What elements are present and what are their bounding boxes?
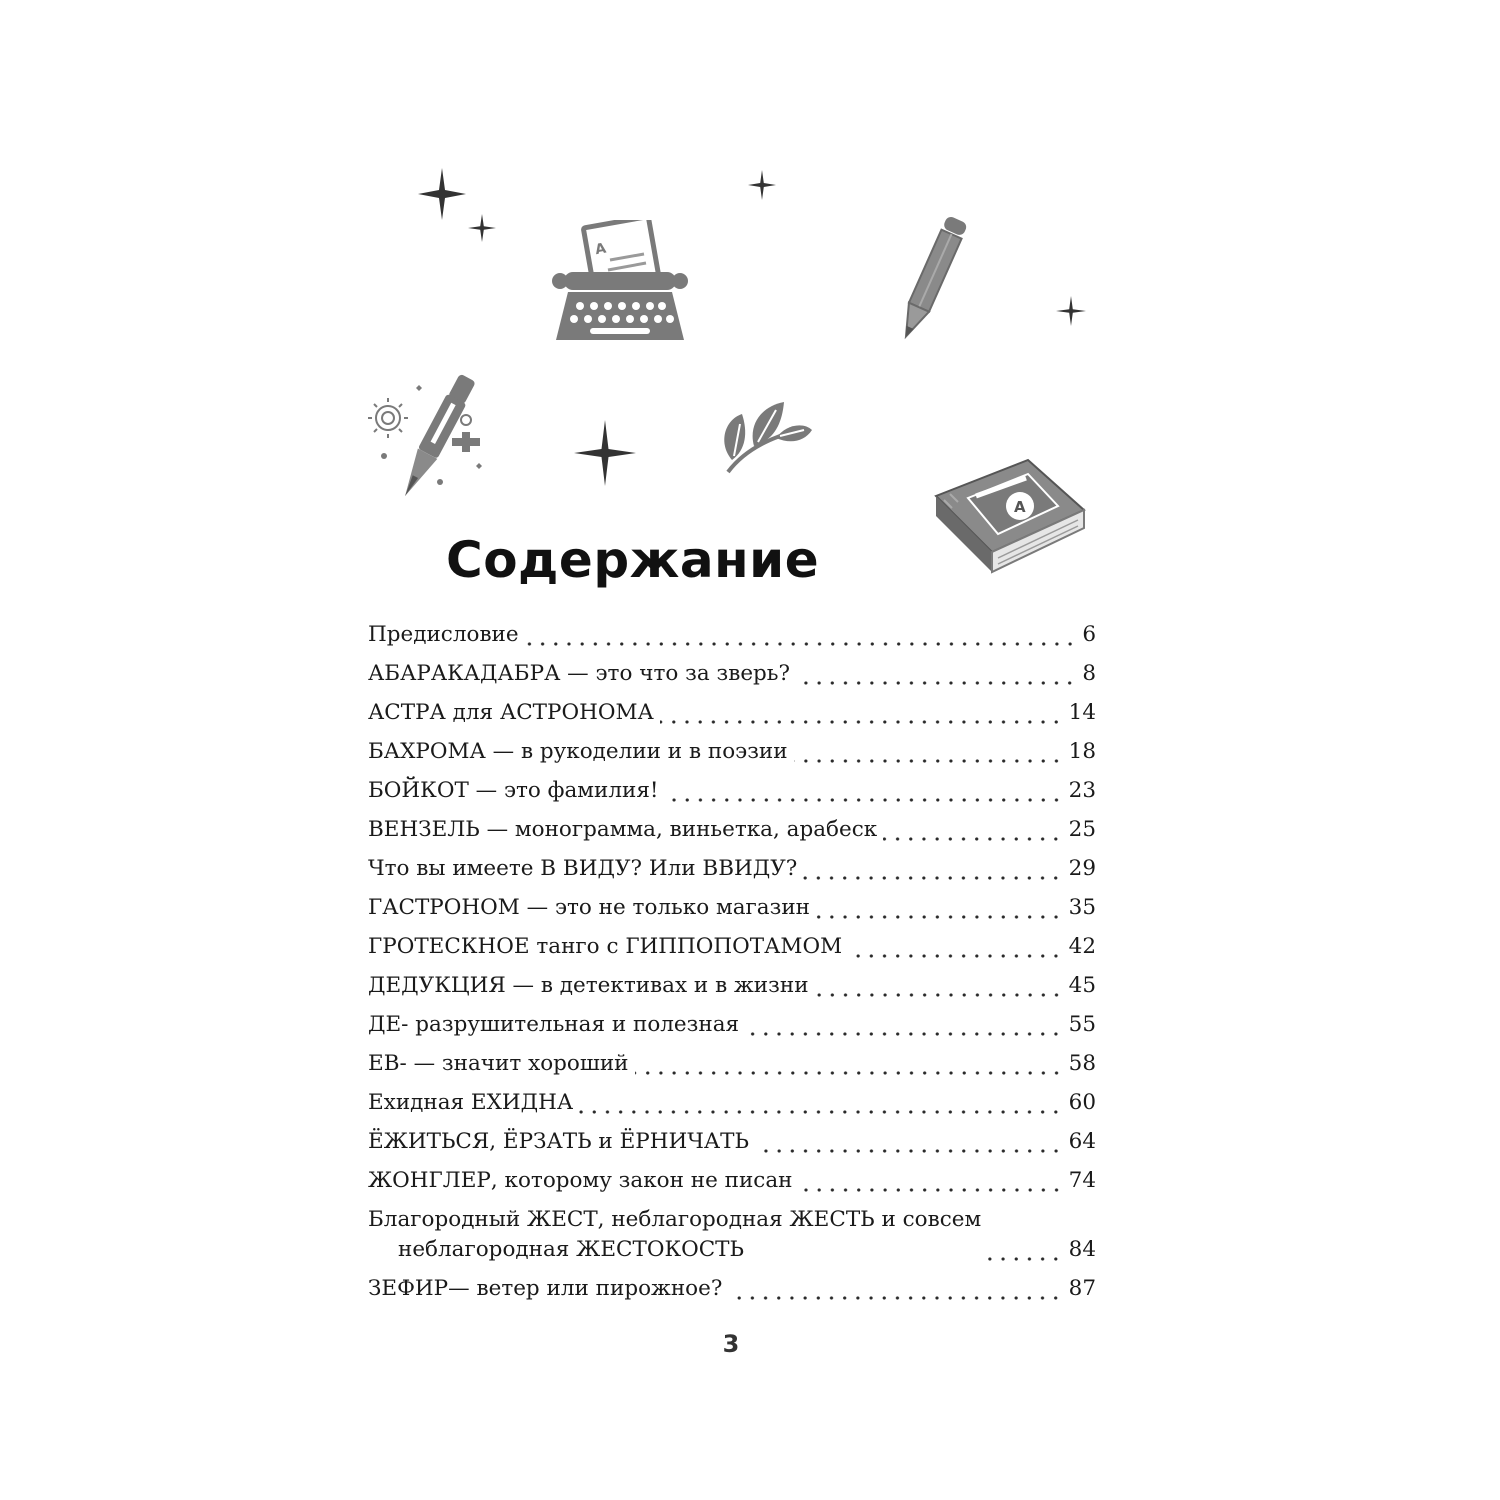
toc-entry-title: [368, 1010, 739, 1040]
toc-entry: [368, 620, 1096, 650]
sparkle-icon: [418, 168, 466, 220]
toc-entry-title-line: ЖОНГЛЕР, которому закон не писан: [368, 1168, 793, 1193]
toc-entry: [368, 1127, 1096, 1157]
toc-dot-leader: [755, 1127, 1063, 1157]
toc-dot-leader: [799, 1166, 1063, 1196]
toc-entry-title: [368, 893, 810, 923]
toc-entry: [368, 776, 1096, 806]
toc-entry-title: [368, 854, 797, 884]
toc-entry-page: 87: [1068, 1276, 1096, 1301]
toc-entry: [368, 854, 1096, 884]
sparkle-icon: [574, 420, 636, 486]
svg-text:A: A: [593, 240, 608, 259]
toc-entry-page: 18: [1068, 739, 1096, 764]
table-of-contents: [368, 620, 1096, 1313]
toc-entry-title-line: Ехидная ЕХИДНА: [368, 1090, 574, 1115]
toc-dot-leader: [803, 854, 1062, 884]
toc-entry: [368, 659, 1096, 689]
toc-entry-title-line: ГАСТРОНОМ — это не только магазин: [368, 895, 810, 920]
toc-entry-title-line: Благородный ЖЕСТ, неблагородная ЖЕСТЬ и совсем: [368, 1207, 982, 1232]
toc-entry-title-line: ВЕНЗЕЛЬ — монограмма, виньетка, арабеск: [368, 817, 878, 842]
toc-entry-title: [368, 971, 809, 1001]
toc-dot-leader: [987, 1235, 1062, 1265]
toc-entry-title: [368, 698, 654, 728]
toc-entry: [368, 737, 1096, 767]
toc-dot-leader: [665, 776, 1063, 806]
toc-entry: [368, 1274, 1096, 1304]
toc-entry: [368, 1088, 1096, 1118]
toc-dot-leader: [635, 1049, 1063, 1079]
toc-entry-title-line: ДЕДУКЦИЯ — в детективах и в жизни: [368, 973, 809, 998]
page-number: 3: [722, 1330, 740, 1358]
toc-entry-title: [368, 932, 842, 962]
toc-entry-page: 84: [1068, 1237, 1096, 1262]
toc-entry-title: [368, 737, 788, 767]
sparkle-icon: [748, 170, 776, 200]
toc-entry-title: [368, 776, 659, 806]
typewriter-icon: [550, 220, 690, 350]
toc-entry-title-line: ЕВ- — значит хороший: [368, 1051, 629, 1076]
toc-entry-title-line: ЗЕФИР— ветер или пирожное?: [368, 1276, 723, 1301]
toc-entry-title: [368, 815, 877, 845]
toc-entry-page: 58: [1068, 1051, 1096, 1076]
toc-entry: [368, 932, 1096, 962]
toc-entry-title-line: БОЙКОТ — это фамилия!: [368, 778, 659, 803]
toc-entry: [368, 893, 1096, 923]
toc-entry-title: [368, 1088, 573, 1118]
toc-entry-page: 8: [1082, 661, 1096, 686]
toc-entry: [368, 971, 1096, 1001]
toc-entry-page: 74: [1068, 1168, 1096, 1193]
toc-entry: [368, 1010, 1096, 1040]
toc-dot-leader: [796, 659, 1076, 689]
toc-entry-title-line: АБАРАКАДАБРА — это что за зверь?: [368, 661, 791, 686]
toc-entry-title: [368, 1274, 722, 1304]
toc-entry-page: 35: [1068, 895, 1096, 920]
toc-entry-page: 42: [1068, 934, 1096, 959]
toc-entry: [368, 698, 1096, 728]
toc-entry: [368, 1205, 1096, 1265]
toc-entry-title: [368, 1049, 629, 1079]
toc-dot-leader: [660, 698, 1063, 728]
toc-entry-page: 25: [1068, 817, 1096, 842]
toc-entry-title-line: ЁЖИТЬСЯ, ЁРЗАТЬ и ЁРНИЧАТЬ: [368, 1129, 749, 1154]
toc-entry-title: [368, 1166, 793, 1196]
toc-entry-page: 6: [1082, 622, 1096, 647]
book-icon: [928, 456, 1088, 576]
toc-dot-leader: [579, 1088, 1062, 1118]
toc-entry-title-line: ГРОТЕСКНОЕ танго с ГИППОПОТАМОМ: [368, 934, 843, 959]
toc-entry-page: 14: [1068, 700, 1096, 725]
toc-dot-leader: [816, 893, 1063, 923]
toc-entry-page: 29: [1068, 856, 1096, 881]
toc-dot-leader: [848, 932, 1063, 962]
toc-entry: [368, 1049, 1096, 1079]
toc-entry-title: [368, 1127, 749, 1157]
toc-entry-title-line: БАХРОМА — в рукоделии и в поэзии: [368, 739, 788, 764]
toc-entry-title: [368, 1205, 981, 1265]
toc-entry-title-line: Предисловие: [368, 622, 519, 647]
toc-entry: [368, 815, 1096, 845]
toc-entry-title: [368, 659, 790, 689]
leaf-icon: [718, 400, 814, 474]
pen-icon: [366, 370, 496, 510]
toc-dot-leader: [728, 1274, 1062, 1304]
toc-entry-page: 23: [1068, 778, 1096, 803]
illustrations: [0, 0, 1500, 620]
toc-entry-page: 60: [1068, 1090, 1096, 1115]
sparkle-icon: [468, 214, 496, 242]
svg-text:A: A: [1014, 498, 1026, 516]
toc-entry-title-line: АСТРА для АСТРОНОМА: [368, 700, 654, 725]
toc-entry-page: 64: [1068, 1129, 1096, 1154]
toc-entry-title-continuation: неблагородная ЖЕСТОКОСТЬ: [398, 1237, 744, 1262]
toc-dot-leader: [815, 971, 1063, 1001]
page-title: Содержание: [446, 531, 820, 589]
toc-entry-page: 55: [1068, 1012, 1096, 1037]
toc-entry-title: [368, 620, 519, 650]
sparkle-icon: [1056, 296, 1086, 326]
toc-entry-page: 45: [1068, 973, 1096, 998]
toc-dot-leader: [883, 815, 1062, 845]
toc-dot-leader: [525, 620, 1077, 650]
pencil-icon: [892, 208, 972, 348]
toc-entry-title-line: Что вы имеете В ВИДУ? Или ВВИДУ?: [368, 856, 798, 881]
toc-dot-leader: [794, 737, 1063, 767]
toc-dot-leader: [745, 1010, 1063, 1040]
toc-entry: [368, 1166, 1096, 1196]
toc-entry-title-line: ДЕ- разрушительная и полезная: [368, 1012, 740, 1037]
